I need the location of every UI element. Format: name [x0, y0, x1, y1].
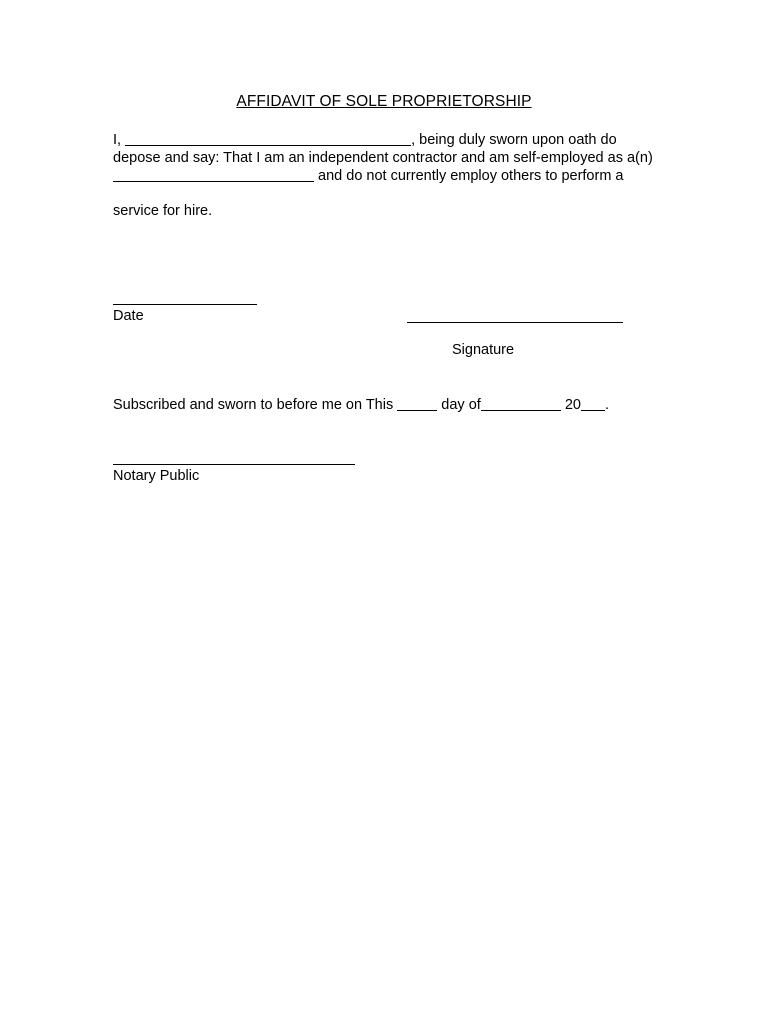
date-label: Date — [113, 308, 144, 324]
body-line-2: depose and say: That I am an independent contractor and am self-employed as a(n) — [113, 150, 653, 166]
body-line-1-prefix: I, — [113, 132, 126, 148]
notary-sentence-part-1: Subscribed and sworn to before me on This — [113, 397, 398, 413]
date-blank-field[interactable] — [113, 304, 257, 305]
notary-sentence-part-4: . — [604, 397, 609, 413]
document-title: AFFIDAVIT OF SOLE PROPRIETORSHIP — [236, 93, 532, 110]
signature-label: Signature — [452, 342, 515, 358]
signature-blank-field[interactable] — [407, 322, 623, 323]
month-blank-field[interactable] — [481, 396, 561, 411]
body-line-3 — [113, 167, 624, 185]
day-blank-field[interactable] — [397, 396, 437, 411]
year-blank-field[interactable] — [581, 396, 605, 411]
notary-signature-blank-field[interactable] — [113, 464, 355, 465]
body-line-1 — [113, 131, 617, 149]
occupation-blank-field[interactable] — [113, 167, 314, 182]
body-line-3-suffix: and do not currently employ others to perform a — [314, 168, 624, 184]
body-line-1-suffix: , being duly sworn upon oath do — [411, 132, 617, 148]
notary-public-label: Notary Public — [113, 468, 200, 484]
notary-sentence — [113, 396, 609, 414]
body-line-4: service for hire. — [113, 203, 213, 219]
name-blank-field[interactable] — [125, 131, 411, 146]
notary-sentence-part-3: 20 — [560, 397, 581, 413]
notary-sentence-part-2: day of — [437, 397, 481, 413]
